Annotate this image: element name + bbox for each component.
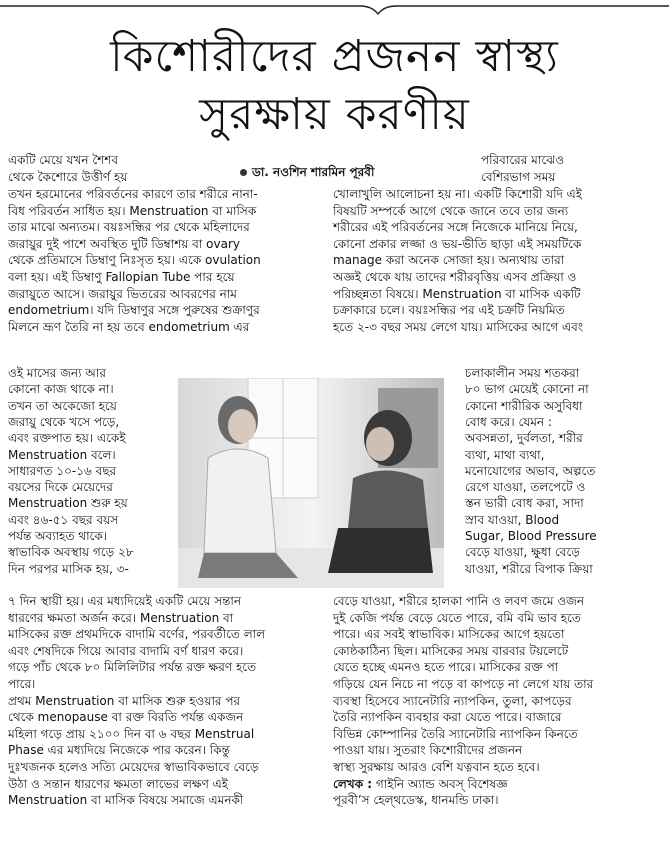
narrow-right-line: Sugar, Blood Pressure <box>465 529 597 543</box>
narrow-left-line: Menstruation শুরু হয় <box>8 496 128 511</box>
bottom-left-line: প্রথম Menstruation বা মাসিক শুরু হওয়ার পর <box>8 693 241 708</box>
wide-left-line: জরায়ুর দুই পাশে অবস্থিত দুটি ডিম্বাশয় বা ovary <box>8 236 240 251</box>
bottom-right-line: বিভিন্ন কোম্পানির তৈরি স্যানেটারি ন্যাপকিন কিনতে <box>333 726 578 741</box>
bottom-left-line: দুঃখজনক হলেও সত্যি মেয়েদের স্বাভাবিকভাবে বেড়ে <box>8 760 259 774</box>
wide-right-line: কোনো প্রকার লজ্জা ও ভয়-ভীতি ছাড়া এই সময়টিকে <box>333 236 582 251</box>
bottom-left-line: পারে। <box>8 677 36 691</box>
bottom-right-line: ব্যবস্থা হিসেবে স্যানেটারি ন্যাপকিন, তুলা, কাপড়ের <box>333 693 572 708</box>
wide-right-line: manage করা অনেক সোজা হয়। অন্যথায় তারা <box>333 253 565 268</box>
narrow-left-line: সাধারণত ১০-১৬ বছর <box>8 463 117 478</box>
bottom-left-line: ধারণের ক্ষমতা অর্জন করে। Menstruation বা <box>8 610 234 625</box>
bottom-left-line: ৭ দিন স্থায়ী হয়। এর মধ্যদিয়েই একটি মেয়ে সন্তান <box>8 594 242 608</box>
writer-address: পূরবী’স হেল্থডেস্ক, ধানমন্ডি ঢাকা। <box>333 793 499 808</box>
wide-right-line: শরীরের এই পরিবর্তনের সঙ্গে নিজেকে মানিয়ে নিয়ে, <box>333 220 578 235</box>
narrow-left-line: এবং ৪৬-৫১ বছর বয়স <box>8 512 119 527</box>
header-ornament <box>0 0 669 22</box>
author-byline <box>240 164 374 180</box>
bullet-icon <box>240 169 247 176</box>
bottom-right-line: তৈরি ন্যাপকিন ব্যবহার করা যেতে পারে। বাজারে <box>333 710 562 725</box>
narrow-left-line: বয়সের দিকে মেয়েদের <box>8 480 113 495</box>
wide-right-line: পরিচ্ছন্নতা বিষয়ে। Menstruation বা মাসিক একটি <box>333 286 581 301</box>
narrow-right-line: স্রাব যাওয়া, Blood <box>465 512 560 527</box>
bottom-right-line: গড়িয়ে যেন নিচে না পড়ে বা কাপড়ে না লেগে যায় তার <box>333 677 594 691</box>
bottom-right-line: পাওয়া যায়। সুতরাং কিশোরীদের প্রজনন <box>333 743 523 758</box>
bottom-right-line: পারে। এর সবই স্বাভাবিক। মাসিকের আগে হয়তো <box>333 627 565 642</box>
bottom-left-line: Phase এর মধ্যদিয়ে নিজেকে পার করেন। কিন্তু <box>8 743 230 758</box>
writer-specialty: গাইনি অ্যান্ড অবস্‌ বিশেষজ্ঞ <box>375 776 508 791</box>
narrow-right-line: বেড়ে যাওয়া, ক্ষুধা বেড়ে <box>465 545 580 560</box>
narrow-left-line: এবং রক্তপাত হয়। একেই <box>8 431 126 446</box>
writer-label: লেখক : <box>333 776 373 791</box>
narrow-right-line: মনোযোগের অভাব, অল্পতে <box>465 463 596 478</box>
bottom-right-line: দুই কেজি পর্যন্ত বেড়ে যেতে পারে, বমি বমি ভাব হতে <box>333 610 581 625</box>
narrow-right-line: অবসন্নতা, দুর্বলতা, শরীর <box>465 431 583 446</box>
narrow-left-line: পর্যন্ত অব্যাহত থাকে। <box>8 529 108 543</box>
narrow-right-line: বোধ করে। যেমন : <box>465 414 552 429</box>
narrow-left-line: দিন পরপর মাসিক হয়, ৩- <box>8 561 129 576</box>
col-right-top-line: পরিবারের মাঝেও <box>481 153 565 167</box>
wide-right-line: হতে ২-৩ বছর সময় লেগে যায়। মাসিকের আগে এবং <box>333 319 584 334</box>
article-photo <box>178 378 444 588</box>
bottom-left-line: এবং শেষদিকে গিয়ে আবার বাদামি বর্ণ ধারণ করে। <box>8 643 244 658</box>
bottom-left-line: গড়ে পাঁচ থেকে ৮০ মিলিলিটার পর্যন্ত রক্ত ক্ষরণ হতে <box>8 660 257 675</box>
mother-daughter-photo <box>178 378 444 588</box>
col-left-top-line: একটি মেয়ে যখন শৈশব <box>8 153 119 167</box>
bottom-left-line: মাসিকের রক্ত প্রথমদিকে বাদামি বর্ণের, পরবর্তীতে লাল <box>8 627 266 642</box>
narrow-left-line: Menstruation বলে। <box>8 447 116 462</box>
bottom-right-line: স্বাস্থ্য সুরক্ষায় আরও বেশি যত্নবান হতে হবে। <box>333 760 540 774</box>
bottom-right-line: বেড়ে যাওয়া, শরীরে হালকা পানি ও লবণ জমে ওজন <box>333 594 585 608</box>
wide-left-line: তখন হরমোনের পরিবর্তনের কারণে তার শরীরে নানা- <box>8 187 258 201</box>
wide-right-line: চক্রাকারে চলে। বয়ঃসন্ধির পর এই চক্রটি নিয়মিত <box>333 303 565 318</box>
author-name: ডা. নওশিন শারমিন পূরবী <box>252 165 375 179</box>
narrow-right-line: স্তন ভারী বোধ করা, সাদা <box>465 496 584 511</box>
headline-line-1: কিশোরীদের প্রজনন স্বাস্থ্য <box>110 31 559 82</box>
narrow-right-line: কোনো শারীরিক অসুবিধা <box>465 398 583 413</box>
wide-left-line: endometrium। যদি ডিম্বাণুর সঙ্গে পুরুষের শুক্রাণুর <box>8 303 260 318</box>
narrow-left-line: ওই মাসের জন্য আর <box>8 366 106 380</box>
narrow-right-line: ৮০ ভাগ মেয়েই কোনো না <box>465 382 589 397</box>
narrow-right-line: চলাকালীন সময় শতকরা <box>465 366 580 380</box>
narrow-right-line: ব্যথা, মাথা ব্যথা, <box>465 447 545 462</box>
wide-right-line: অজ্ঞই থেকে যায় তাদের শরীরবৃত্তিয় এসব প্রক্রিয়া ও <box>333 270 577 284</box>
bottom-left-line: Menstruation বা মাসিক বিষয়ে সমাজে এমনকী <box>8 793 244 808</box>
col-left-top-line: থেকে কৈশোরে উত্তীর্ণ হয় <box>8 169 128 184</box>
wide-left-line: মিলনে ভ্রূণ তৈরি না হয় তবে endometrium এর <box>8 319 250 334</box>
col-right-top-line: বেশিরভাগ সময় <box>481 169 556 184</box>
narrow-right-line: রেগে যাওয়া, তলপেটে ও <box>465 480 586 495</box>
headline-line-2: সুরক্ষায় করণীয় <box>199 89 470 140</box>
wide-left-line: থেকে প্রতিমাসে ডিম্বাণু নিঃসৃত হয়। একে ovulation <box>8 253 261 268</box>
bottom-left-line: উঠা ও সন্তান ধারণের ক্ষমতা লাভের লক্ষণ এই <box>8 776 229 791</box>
narrow-left-line: স্বাভাবিক অবস্থায় গড়ে ২৮ <box>8 545 134 560</box>
narrow-left-line: জরায়ু থেকে খসে পড়ে, <box>8 414 120 429</box>
writer-info <box>333 776 508 793</box>
wide-left-line: তার মাঝে অন্যতম। বয়ঃসন্ধির পর থেকে মহিলাদের <box>8 220 250 235</box>
bottom-left-line: থেকে menopause বা রক্ত বিরতি পর্যন্ত একজন <box>8 710 244 725</box>
narrow-left-line: তখন তা অকেজো হয়ে <box>8 398 117 413</box>
wide-left-line: বিধ পরিবর্তন সাধিত হয়। Menstruation বা মাসিক <box>8 203 257 218</box>
bottom-right-line: কোষ্ঠকাঠিন্য ছিল। মাসিকের সময় বারবার টয়লেটে <box>333 643 569 658</box>
narrow-left-line: কোনো কাজ থাকে না। <box>8 382 114 397</box>
bottom-left-line: মহিলা গড়ে প্রায় ২১০০ দিন বা ৬ বছর Menstrual <box>8 726 255 741</box>
wide-left-line: জরায়ুতে আসে। জরায়ুর ভিতরের আবরণের নাম <box>8 286 237 301</box>
wide-left-line: বলা হয়। এই ডিম্বাণু Fallopian Tube পার হয়ে <box>8 270 235 284</box>
wide-right-line: বিষয়টি সম্পর্কে আগে থেকে জানে তবে তার জন্য <box>333 203 569 218</box>
narrow-right-line: যাওয়া, শরীরে বিপাক ক্রিয়া <box>465 561 593 576</box>
wide-right-line: খোলাখুলি আলোচনা হয় না। একটি কিশোরী যদি এই <box>333 187 583 201</box>
bottom-right-line: যেতে হচ্ছে এমনও হতে পারে। মাসিকের রক্ত পা <box>333 660 559 675</box>
